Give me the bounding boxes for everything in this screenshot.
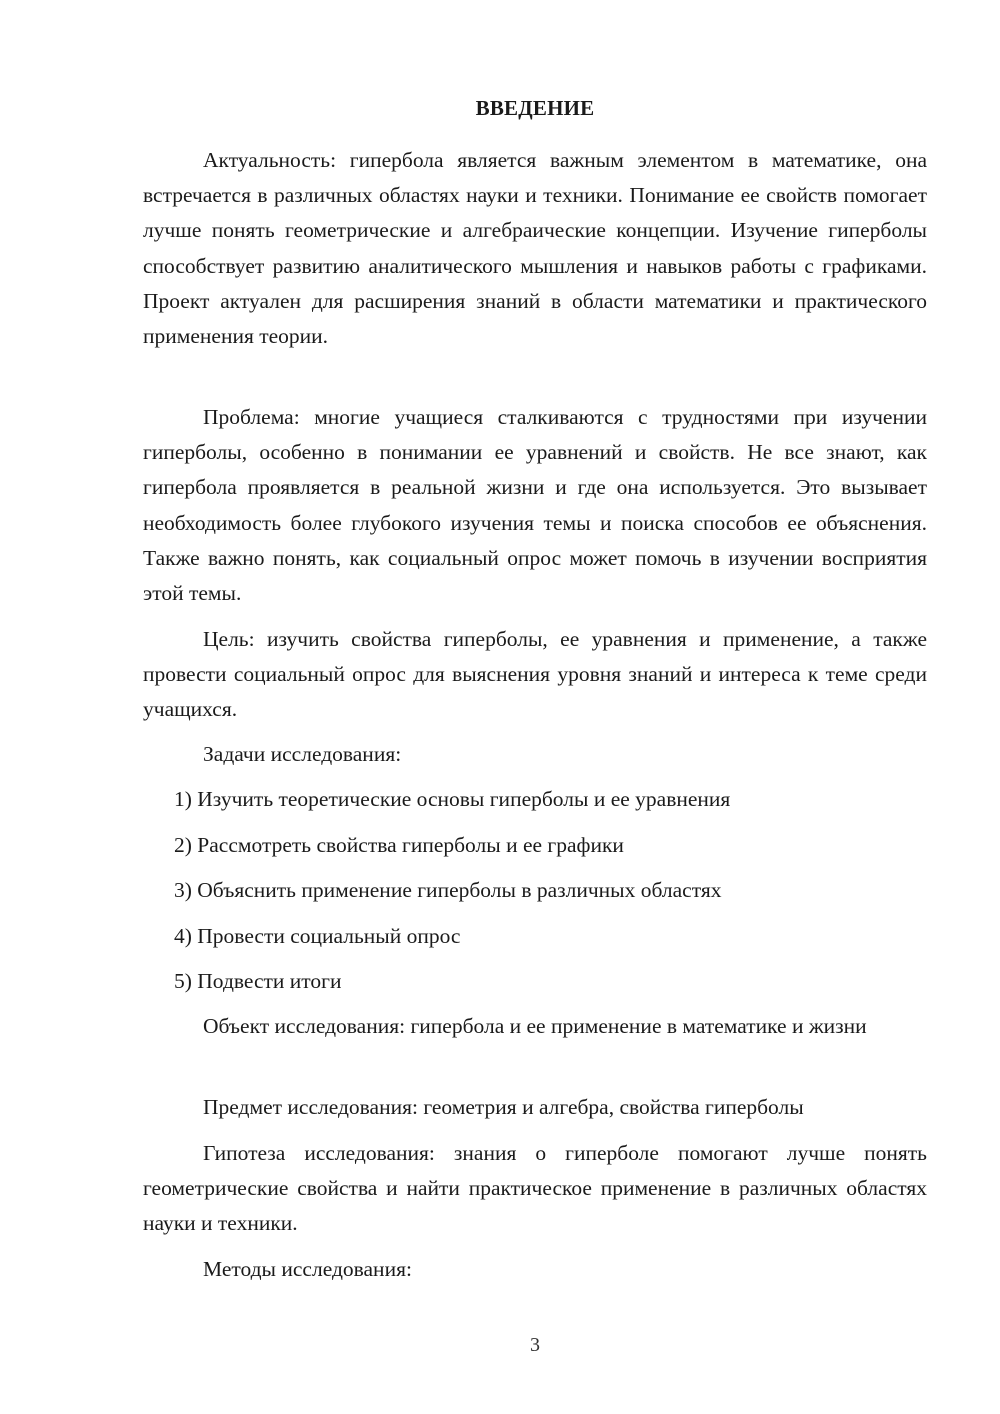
tasks-title: Задачи исследования: xyxy=(203,742,402,766)
list-item: 1) Изучить теоретические основы гиперболы и ее уравнения xyxy=(174,787,731,811)
hypothesis-paragraph: Гипотеза исследования: знания о гиперболе помогают лучше понять геометрические свойства и найти практическое применение в различных областях науки и техники. xyxy=(143,1141,927,1236)
list-item: 4) Провести социальный опрос xyxy=(174,924,461,948)
problem-paragraph: Проблема: многие учащиеся сталкиваются с трудностями при изучении гиперболы, особенно в понимании ее уравнений и свойств. Не все знают, как гипербола проявляется в реальной жизни и где она используется. Это вызывает необходимость более глубокого изучения темы и поиска способов ее объяснения. Также важно понять, как социальный опрос может помочь в изучении восприятия этой темы. xyxy=(143,405,927,606)
list-item: 5) Подвести итоги xyxy=(174,969,342,993)
list-item: 2) Рассмотреть свойства гиперболы и ее графики xyxy=(174,833,624,857)
page-number: 3 xyxy=(530,1334,540,1356)
object-paragraph: Объект исследования: гипербола и ее применение в математике и жизни xyxy=(203,1014,867,1038)
subject-paragraph: Предмет исследования: геометрия и алгебра, свойства гиперболы xyxy=(203,1095,804,1119)
methods-title: Методы исследования: xyxy=(203,1257,412,1281)
relevance-paragraph: Актуальность: гипербола является важным элементом в математике, она встречается в различных областях науки и техники. Понимание ее свойств помогает лучше понять геометрические и алгебраические концепции. Изучение гиперболы способствует развитию аналитического мышления и навыков работы с графиками. Проект актуален для расширения знаний в области математики и практического применения теории. xyxy=(143,148,927,349)
page-title: ВВЕДЕНИЕ xyxy=(475,96,595,120)
list-item: 3) Объяснить применение гиперболы в различных областях xyxy=(174,878,722,902)
goal-paragraph: Цель: изучить свойства гиперболы, ее уравнения и применение, а также провести социальный опрос для выяснения уровня знаний и интереса к теме среди учащихся. xyxy=(143,627,927,722)
